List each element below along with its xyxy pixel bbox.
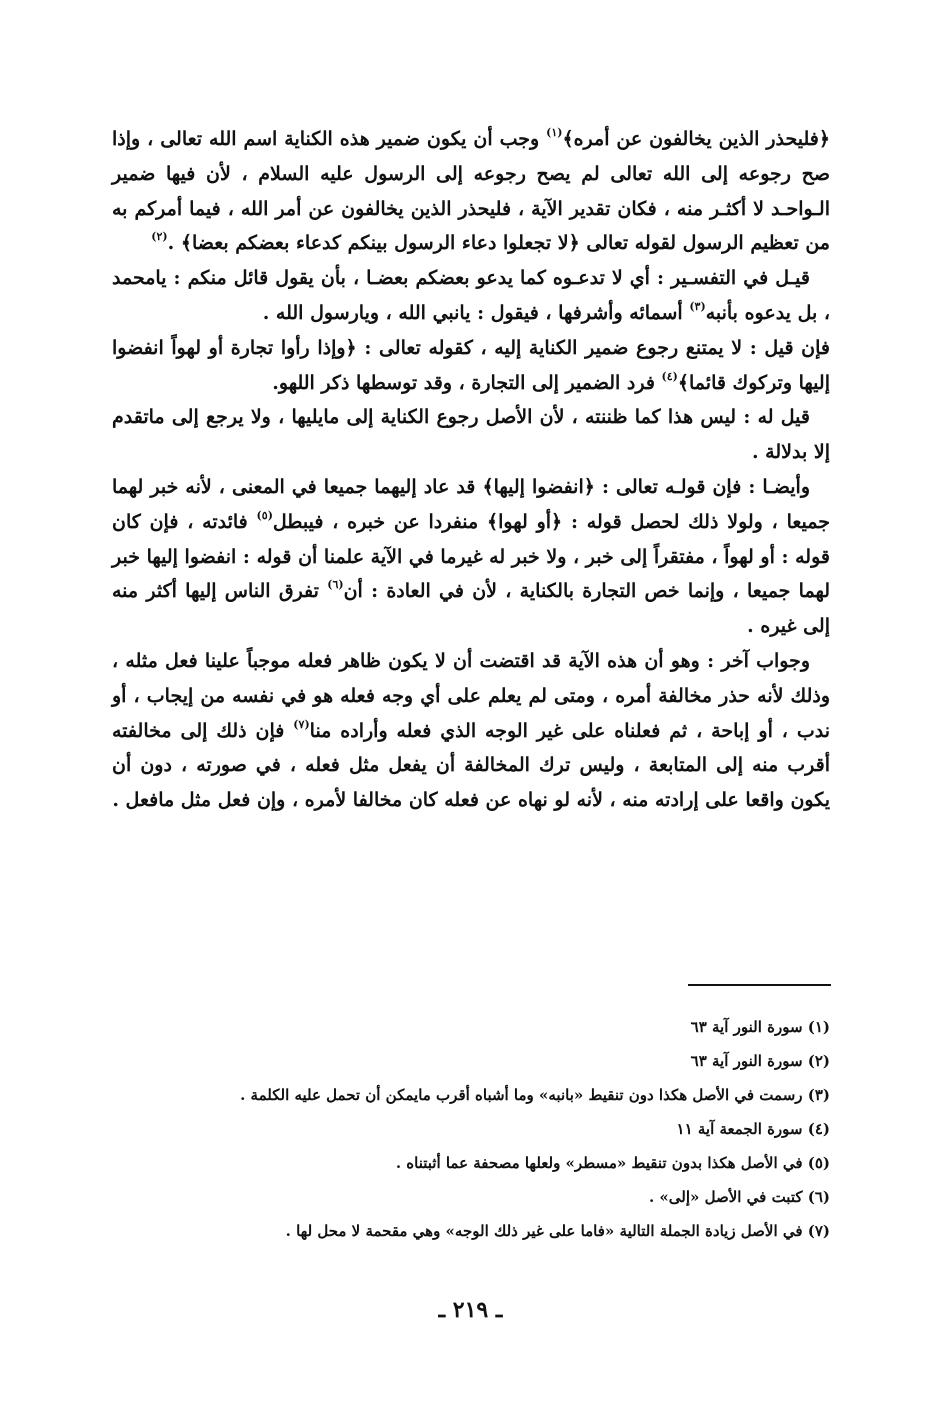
footnotes: [112, 1010, 830, 1248]
footnote-7: (٧) في الأصل زيادة الجملة التالية «فاما على غير ذلك الوجه» وهي مقحمة لا محل لها .: [285, 1222, 830, 1240]
footnote-6: (٦) كتبت في الأصل «إلى» .: [648, 1188, 830, 1206]
footnote-ref-4: (٤): [661, 369, 678, 383]
main-text: [112, 122, 830, 818]
footnote-1: (١) سورة النور آية ٦٣: [690, 1018, 830, 1036]
paragraph-2: قيـل في التفسـير : أي لا تدعـوه كما يدعو بعضكم بعضـا ، بأن يقول قائل منكم : يامحمد ، بل يدعوه بأنبه$^{(٣)}$ أسمائه وأشرفها ، فيقول : يانبي الله ، ويارسول الله .: [112, 267, 830, 324]
footnote-2: (٢) سورة النور آية ٦٣: [690, 1052, 830, 1070]
paragraph-6: وجواب آخر : وهو أن هذه الآية قد اقتضت أن لا يكون ظاهر فعله موجباً علينا فعل مثله ، وذلك لأنه حذر مخالفة أمره ، ومتى لم يعلم على أي وجه فعله هو في نفسه من إيجاب ، أو ندب ، أو إباحة ، ثم فعلناه على غير الوجه الذي فعله وأراده منا$^{(٧)}$ فإن ذلك إلى مخالفته أقرب منه إلى المتابعة ، وليس ترك المخالفة أن يفعل مثل فعله ، في صورته ، دون أن يكون واقعا على إرادته منه ، لأنه لو نهاه عن فعله كان مخالفا لأمره ، وإن فعل مثل مافعل .: [112, 649, 831, 812]
paragraph-1: ﴿فليحذر الذين يخالفون عن أمره﴾$^{(١)}$ وجب أن يكون ضمير هذه الكناية اسم الله تعالى ، وإذا صح رجوعه إلى الله تعالى لم يصح رجوعه إلى الرسول عليه السلام ، لأن فيها ضمير الـواحـد لا أكثـر منه ، فكان تقدير الآية ، فليحذر الذين يخالفون عن أمر الله ، فيما أمركم به من تعظيم الرسول لقوله تعالى ﴿لا تجعلوا دعاء الرسول بينكم كدعاء بعضكم بعضا﴾ .$^{(٢)}$: [112, 126, 831, 255]
footnote-ref-6: (٦): [327, 578, 344, 592]
footnote-ref-3: (٣): [689, 299, 706, 313]
footnote-3: (٣) رسمت في الأصل هكذا دون تنقيط «بانبه» وما أشباه أقرب مايمكن أن تحمل عليه الكلمة .: [240, 1086, 830, 1104]
footnote-4: (٤) سورة الجمعة آية ١١: [676, 1120, 830, 1138]
footnote-ref-5: (٥): [256, 508, 273, 522]
footnote-ref-7: (٧): [293, 717, 310, 731]
footnote-5: (٥) في الأصل هكذا بدون تنقيط «مسطر» ولعلها مصحفة عما أثبتناه .: [395, 1154, 830, 1172]
footnote-ref-1: (١): [546, 126, 563, 139]
paragraph-5: وأيضـا : فإن قولـه تعالى : ﴿انفضوا إليها﴾ قد عاد إليهما جميعا في المعنى ، لأنه خبر لهما جميعا ، ولولا ذلك لحصل قوله : ﴿أو لهوا﴾ منفردا عن خبره ، فيبطل$^{(٥)}$ فائدته ، فإن كان قوله : أو لهواً ، مفتقراً إلى خبر ، ولا خبر له غيرما في الآية علمنا أن قوله : انفضوا إليها خبر لهما جميعا ، وإنما خص التجارة بالكناية ، لأن في العادة : أن$^{(٦)}$ تفرق الناس إليها أكثر منه إلى غيره .: [112, 475, 831, 638]
footnote-ref-2: (٢): [151, 230, 168, 244]
footnote-separator: [688, 984, 831, 986]
page-number: ـ ٢١٩ ـ: [438, 1297, 503, 1323]
paragraph-4: قيل له : ليس هذا كما ظننته ، لأن الأصل رجوع الكناية إلى مايليها ، ولا يرجع إلى ماتقدم إلا بدلالة .: [112, 406, 830, 464]
paragraph-3: فإن قيل : لا يمتنع رجوع ضمير الكناية إليه ، كقوله تعالى : ﴿وإذا رأوا تجارة أو لهواً انفضوا إليها وتركوك قائما﴾$^{(٤)}$ فرد الضمير إلى التجارة ، وقد توسطها ذكر اللهو.: [112, 336, 830, 394]
